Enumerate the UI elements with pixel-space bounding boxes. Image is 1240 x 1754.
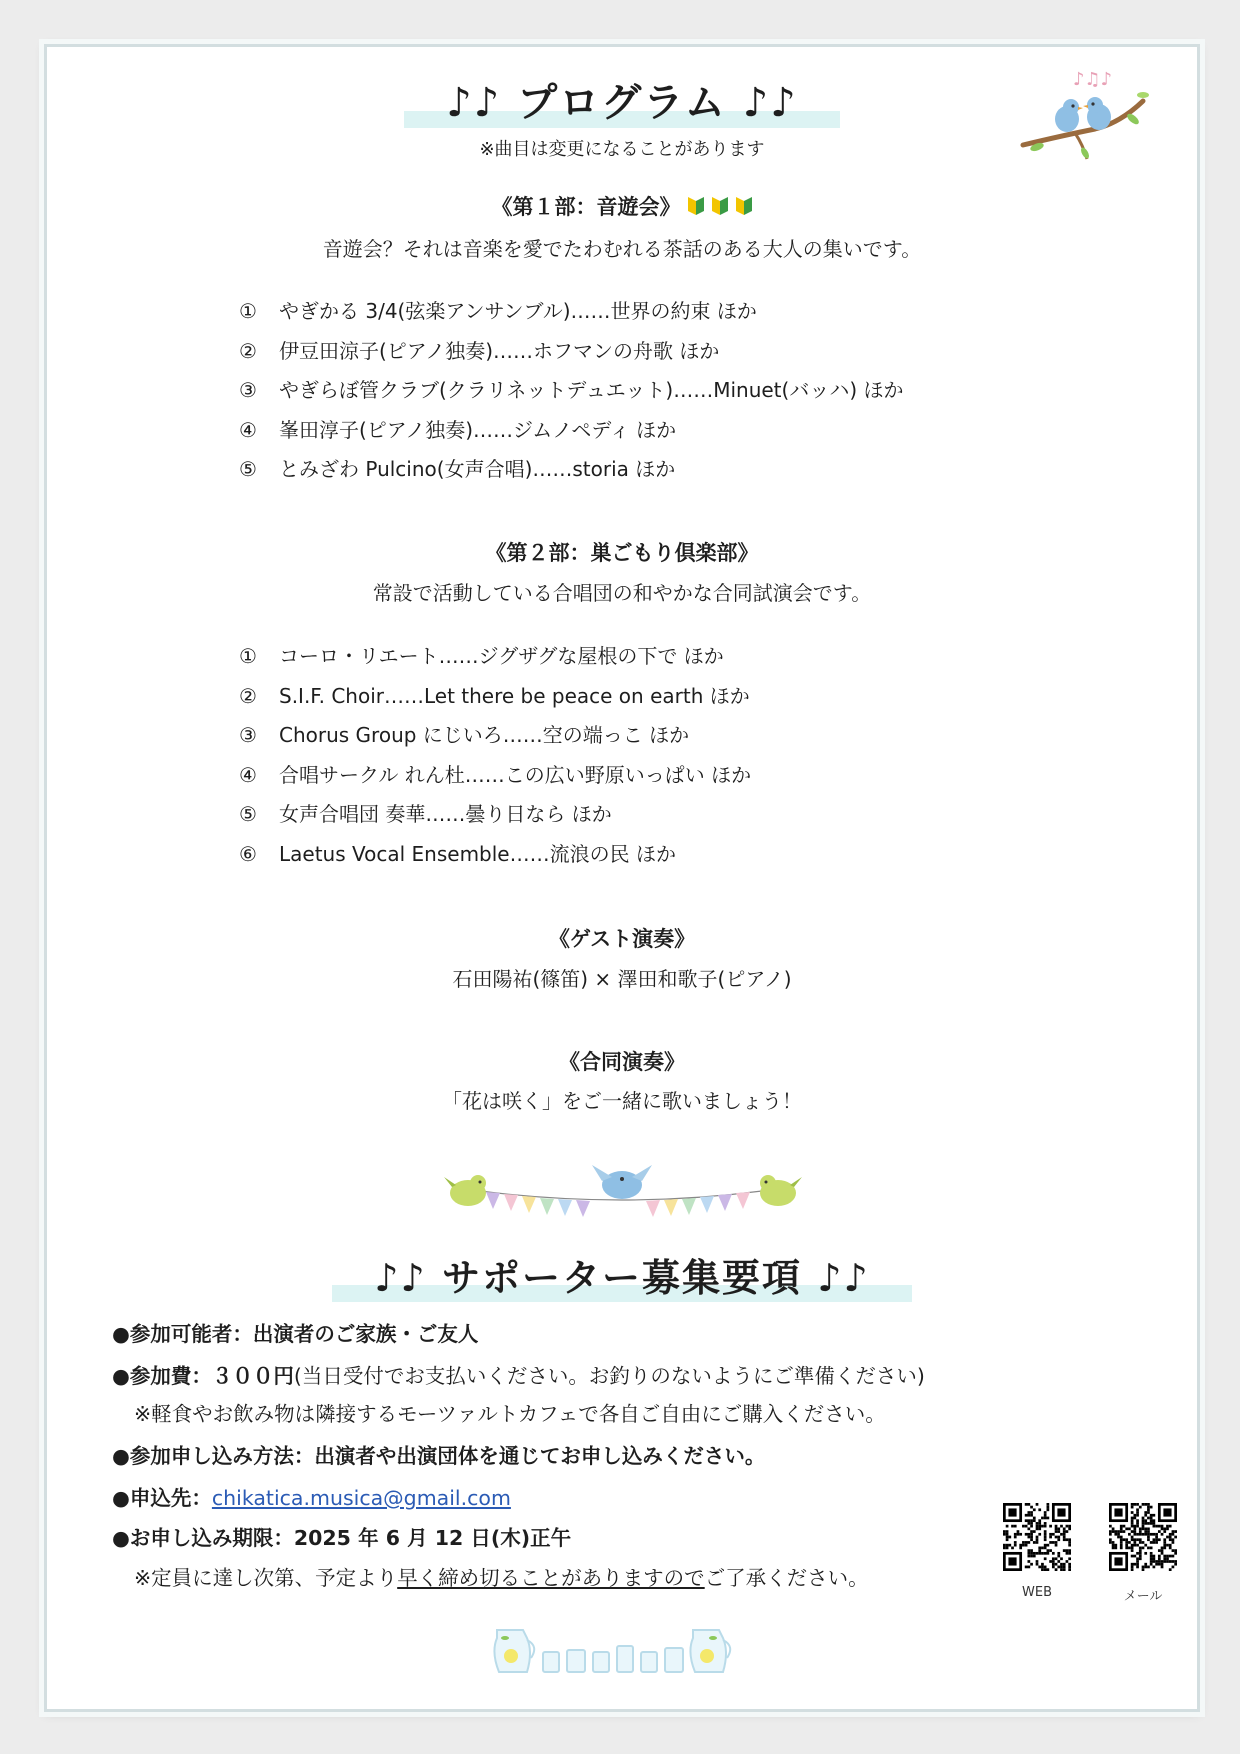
program-item: [239, 759, 751, 799]
birds-on-branch-illustration: [1015, 63, 1155, 163]
guest-heading: 《ゲスト演奏》: [548, 927, 696, 951]
item-number: ④: [239, 417, 257, 442]
bunting-birds-decoration: [442, 1155, 802, 1235]
part1-program-list: [239, 295, 903, 493]
item-number: ⑤: [239, 802, 257, 826]
guest-performers: 石田陽祐(篠笛) × 澤田和歌子(ピアノ): [452, 967, 792, 991]
beginner-mark-icon: [687, 196, 705, 216]
deadline-note: ※定員に達し次第、予定より早く締め切ることがありますのでご了承ください。: [134, 1566, 869, 1590]
item-number: ③: [239, 378, 257, 402]
item-text: S.I.F. Choir……Let there be peace on earth ほか: [279, 683, 750, 708]
program-item: [239, 335, 903, 375]
supporters-terms-list: [112, 1317, 925, 1601]
part2-description: 常設で活動している合唱団の和やかな合同試演会です。: [372, 581, 872, 605]
program-title: ♪♪ プログラム ♪♪: [404, 71, 840, 128]
item-text: コーロ・リエート……ジグザグな屋根の下で ほか: [279, 644, 724, 668]
item-text: 合唱サークル れん杜……この広い野原いっぱい ほか: [279, 762, 752, 787]
program-sheet: [44, 44, 1200, 1712]
item-number: ④: [239, 762, 257, 787]
mail-qr-code[interactable]: [1109, 1503, 1177, 1571]
fee-item: ●参加費：３００円(当日受付でお支払いください。お釣りのないようにご準備ください): [112, 1364, 925, 1388]
program-item: [239, 680, 751, 720]
lemonade-drinks-illustration: [487, 1622, 747, 1684]
part1-description: 音遊会？それは音楽を愛でたわむれる茶話のある大人の集いです。: [322, 237, 922, 261]
program-item: [239, 414, 903, 454]
program-item: [239, 453, 903, 493]
svg-text:♪♫♪: ♪♫♪: [1073, 69, 1113, 90]
item-text: Laetus Vocal Ensemble……流浪の民 ほか: [279, 841, 676, 866]
supporters-title-block: [47, 1247, 1197, 1302]
program-item: [239, 295, 903, 335]
method-item: ●参加申し込み方法：出演者や出演団体を通じてお申し込みください。: [112, 1444, 766, 1468]
eligibility-item: ●参加可能者：出演者のご家族・ご友人: [112, 1322, 479, 1346]
web-qr-code[interactable]: [1003, 1503, 1071, 1571]
program-item: [239, 640, 751, 680]
item-number: ⑤: [239, 457, 257, 481]
web-qr-label: WEB: [1022, 1585, 1052, 1600]
program-item: [239, 798, 751, 838]
item-text: 伊豆田涼子(ピアノ独奏)……ホフマンの舟歌 ほか: [279, 338, 720, 363]
item-number: ②: [239, 338, 257, 363]
item-text: Chorus Group にじいろ……空の端っこ ほか: [279, 723, 690, 747]
beginner-mark-icon: [711, 196, 729, 216]
part1-heading: 《第１部：音遊会》: [47, 191, 1197, 221]
part2-program-list: [239, 640, 751, 877]
program-item: [239, 719, 751, 759]
item-number: ③: [239, 723, 257, 747]
item-text: やぎらぼ管クラブ(クラリネットデュエット)……Minuet(バッハ) ほか: [279, 378, 904, 402]
deadline-item: ●お申し込み期限：2025 年 6 月 12 日(木)正午: [112, 1526, 572, 1550]
beginner-mark-icon: [735, 196, 753, 216]
item-number: ①: [239, 299, 257, 323]
program-item: [239, 838, 751, 878]
program-change-note: ※曲目は変更になることがあります: [479, 139, 765, 160]
item-number: ①: [239, 644, 257, 668]
joint-heading: 《合同演奏》: [559, 1050, 685, 1074]
item-text: 女声合唱団 奏華……曇り日なら ほか: [279, 802, 612, 826]
fee-note: ※軽食やお飲み物は隣接するモーツァルトカフェで各自ご自由にご購入ください。: [134, 1402, 886, 1426]
joint-description: 「花は咲く」をご一緒に歌いましょう！: [442, 1089, 802, 1113]
item-text: やぎかる 3/4(弦楽アンサンブル)……世界の約束 ほか: [279, 299, 757, 323]
item-text: 峯田淳子(ピアノ独奏)……ジムノペディ ほか: [279, 417, 677, 442]
item-text: とみざわ Pulcino(女声合唱)……storia ほか: [279, 457, 676, 481]
item-number: ⑥: [239, 841, 257, 866]
program-item: [239, 374, 903, 414]
item-number: ②: [239, 683, 257, 708]
supporters-title: ♪♪ サポーター募集要項 ♪♪: [332, 1247, 911, 1302]
contact-email-link[interactable]: chikatica.musica@gmail.com: [211, 1486, 511, 1510]
contact-item: ●申込先：chikatica.musica@gmail.com: [112, 1486, 511, 1510]
part2-heading: 《第２部：巣ごもり倶楽部》: [485, 541, 759, 565]
mail-qr-label: メール: [1123, 1589, 1163, 1604]
